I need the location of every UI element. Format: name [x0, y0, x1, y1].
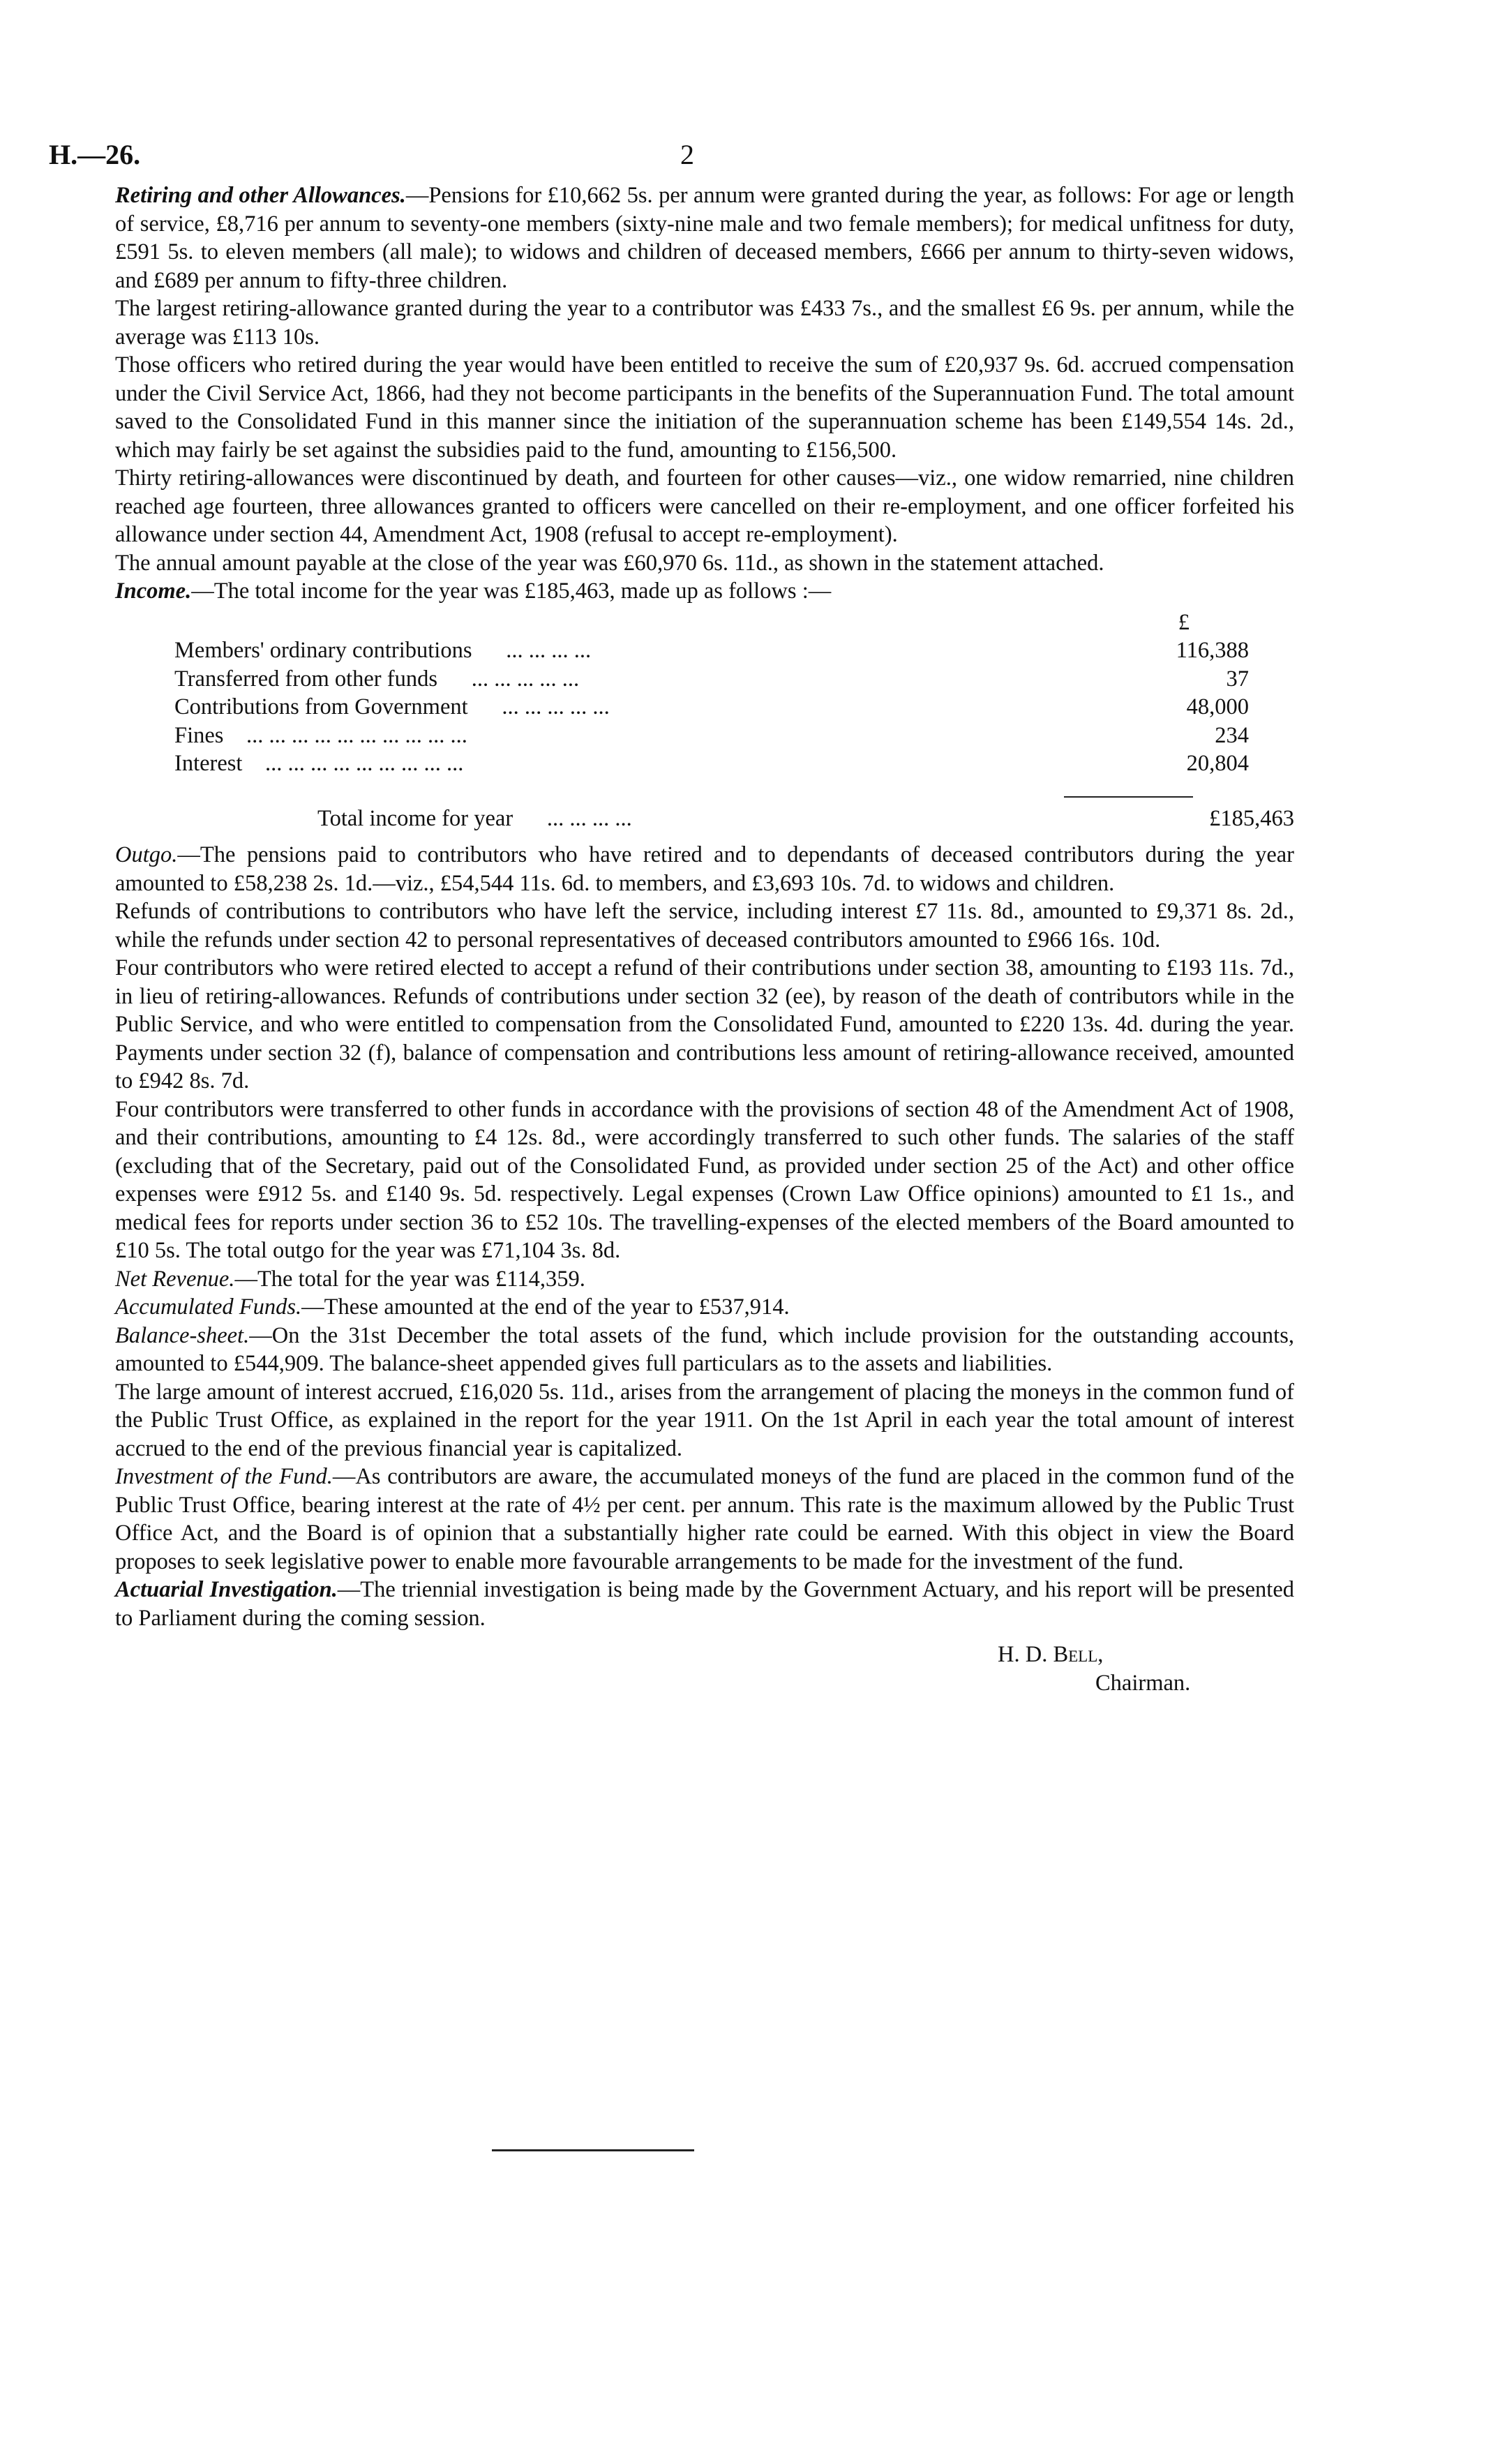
text-outgo: —The pensions paid to contributors who have retired and to dependants of deceased contributors during the year amounted to £58,238 2s. 1d.—viz., £54,544 11s. 6d. to members, and £3,693 10s. 7d. to widows and children.: [115, 842, 1294, 896]
paragraph-annual-amount: The annual amount payable at the close of the year was £60,970 6s. 11d., as shown in the statement attached.: [115, 550, 1104, 576]
document-reference: H.—26.: [49, 139, 141, 170]
text-investment: —As contributors are aware, the accumulated moneys of the fund are placed in the common fund of the Public Trust Office, bearing interest at the rate of 4½ per cent. per annum. This rate is the maximum allowed by the Public Trust Office Act, and the Board is of opinion that a substantially higher rate could be earned. With this object in view the Board proposes to seek legislative power to enable more favourable arrangements to be made for the investment of the fund.: [115, 1464, 1294, 1574]
income-table: [115, 608, 1294, 833]
income-row: [115, 665, 1294, 694]
paragraph-outgo: [115, 841, 1294, 897]
signatory-name: H. D. Bell,: [998, 1642, 1104, 1667]
income-row: [115, 693, 1294, 722]
paragraph-refunds: Refunds of contributions to contributors who have left the service, including interest £7 11s. 8d., amounted to £9,371 8s. 2d., while the refunds under section 42 to personal representatives of deceased contributors amounted to £966 16s. 10d.: [115, 899, 1294, 953]
paragraph-net-revenue: [115, 1265, 1294, 1294]
income-row-value: 48,000: [1186, 694, 1249, 719]
income-row-value: 20,804: [1186, 751, 1249, 776]
income-row-label: Interest: [174, 751, 243, 776]
paragraph-interest-accrued: The large amount of interest accrued, £16,020 5s. 11d., arises from the arrangement of placing the moneys in the common fund of the Public Trust Office, as explained in the report for the year 1911. On the 1st April in each year the total amount of interest accrued to the end of the previous financial year is capitalized.: [115, 1379, 1294, 1461]
income-total-dots: ... ... ... ...: [546, 805, 632, 831]
income-total-row: [115, 805, 1294, 833]
income-row-label: Contributions from Government: [174, 694, 468, 719]
footer-rule: [492, 2149, 694, 2151]
heading-net-revenue: Net Revenue.: [115, 1266, 235, 1292]
heading-actuarial: Actuarial Investigation.: [115, 1577, 338, 1602]
text-retiring-allowances: —Pensions for £10,662 5s. per annum were granted during the year, as follows: For age or length of service, £8,716 per annum to seventy-one members (sixty-nine male and two female members); for medical unfitness for duty, £591 5s. to eleven members (all male); to widows and children of deceased members, £666 per annum to thirty-seven widows, and £689 per annum to fifty-three children.: [115, 183, 1294, 293]
heading-retiring-allowances: Retiring and other Allowances.: [115, 183, 406, 208]
paragraph-largest-allowance: The largest retiring-allowance granted during the year to a contributor was £433 7s., and the smallest £6 9s. per annum, while the average was £113 10s.: [115, 296, 1294, 350]
text-income: —The total income for the year was £185,463, made up as follows :—: [191, 578, 832, 604]
signatory-title: Chairman.: [1095, 1670, 1191, 1696]
text-accumulated-funds: —These amounted at the end of the year to £537,914.: [301, 1294, 790, 1320]
income-row-dots: ... ... ... ...: [506, 638, 592, 663]
income-row-label: Transferred from other funds: [174, 666, 437, 692]
text-balance-sheet: —On the 31st December the total assets of the fund, which include provision for the outstanding accounts, amounted to £544,909. The balance-sheet appended gives full particulars as to the assets and liabilities.: [115, 1322, 1294, 1376]
paragraph-accumulated-funds: [115, 1293, 1294, 1322]
heading-accumulated-funds: Accumulated Funds.: [115, 1294, 302, 1320]
paragraph-refund-elected: Four contributors who were retired elected to accept a refund of their contributions under section 38, amounting to £193 11s. 7d., in lieu of retiring-allowances. Refunds of contributions under section 32 (ee), by reason of the death of contributors while in the Public Service, and who were entitled to compensation from the Consolidated Fund, amounted to £220 13s. 4d. during the year. Payments under section 32 (f), balance of compensation and contributions less amount of retiring-allowance received, amounted to £942 8s. 7d.: [115, 955, 1294, 1093]
total-rule: [1064, 796, 1193, 805]
heading-investment: Investment of the Fund.: [115, 1464, 333, 1489]
paragraph-investment: [115, 1463, 1294, 1576]
text-actuarial: —The triennial investigation is being made by the Government Actuary, and his report will be presented to Parliament during the coming session.: [115, 1577, 1295, 1631]
body-text: [115, 181, 1294, 606]
income-row: [115, 749, 1294, 778]
income-row: [115, 722, 1294, 750]
text-net-revenue: —The total for the year was £114,359.: [234, 1266, 585, 1292]
signature-block: [115, 1641, 1294, 1697]
income-currency-head: £: [1178, 609, 1190, 635]
income-row: [115, 636, 1294, 665]
income-total-label: Total income for year: [317, 805, 513, 831]
income-row-dots: ... ... ... ... ... ... ... ... ... ...: [246, 722, 467, 748]
income-row-dots: ... ... ... ... ... ... ... ... ...: [264, 751, 464, 776]
heading-income: Income.: [115, 578, 192, 604]
income-row-dots: ... ... ... ... ...: [502, 694, 610, 719]
page-header: [49, 133, 1294, 181]
income-row-value: 234: [1215, 722, 1249, 748]
body-text-continued: [115, 841, 1294, 1632]
paragraph-balance-sheet: [115, 1322, 1294, 1378]
heading-balance-sheet: Balance-sheet.: [115, 1322, 250, 1348]
paragraph-retiring-allowances: [115, 181, 1294, 294]
income-row-value: 37: [1226, 666, 1249, 692]
paragraph-transfers: Four contributors were transferred to other funds in accordance with the provisions of section 48 of the Amendment Act of 1908, and their contributions, amounting to £4 12s. 8d., were accordingly transferred to such other funds. The salaries of the staff (excluding that of the Secretary, paid out of the Consolidated Fund, as provided under section 25 of the Act) and other office expenses were £912 5s. and £140 9s. 5d. respectively. Legal expenses (Crown Law Office opinions) amounted to £1 1s., and medical fees for reports under section 36 to £52 10s. The travelling-expenses of the elected members of the Board amounted to £10 5s. The total outgo for the year was £71,104 3s. 8d.: [115, 1096, 1294, 1263]
page-number: 2: [680, 139, 694, 170]
income-row-dots: ... ... ... ... ...: [471, 666, 580, 692]
paragraph-accrued-compensation: Those officers who retired during the year would have been entitled to receive the sum of £20,937 9s. 6d. accrued compensation under the Civil Service Act, 1866, had they not become participants in the benefits of the Superannuation Fund. The total amount saved to the Consolidated Fund in this manner since the initiation of the superannuation scheme has been £149,554 14s. 2d., which may fairly be set against the subsidies paid to the fund, amounting to £156,500.: [115, 352, 1294, 463]
income-total-value: £185,463: [1209, 805, 1294, 831]
document-page: [49, 133, 1295, 1697]
paragraph-actuarial: [115, 1576, 1294, 1632]
paragraph-income: [115, 577, 1294, 606]
paragraph-discontinued-allowances: Thirty retiring-allowances were discontinued by death, and fourteen for other causes—viz., one widow remarried, nine children reached age fourteen, three allowances granted to officers were cancelled on their re-employment, and one officer forfeited his allowance under section 44, Amendment Act, 1908 (refusal to accept re-employment).: [115, 465, 1294, 547]
heading-outgo: Outgo.: [115, 842, 178, 867]
income-row-label: Members' ordinary contributions: [174, 638, 472, 663]
income-row-label: Fines: [174, 722, 224, 748]
income-row-value: 116,388: [1176, 638, 1249, 663]
